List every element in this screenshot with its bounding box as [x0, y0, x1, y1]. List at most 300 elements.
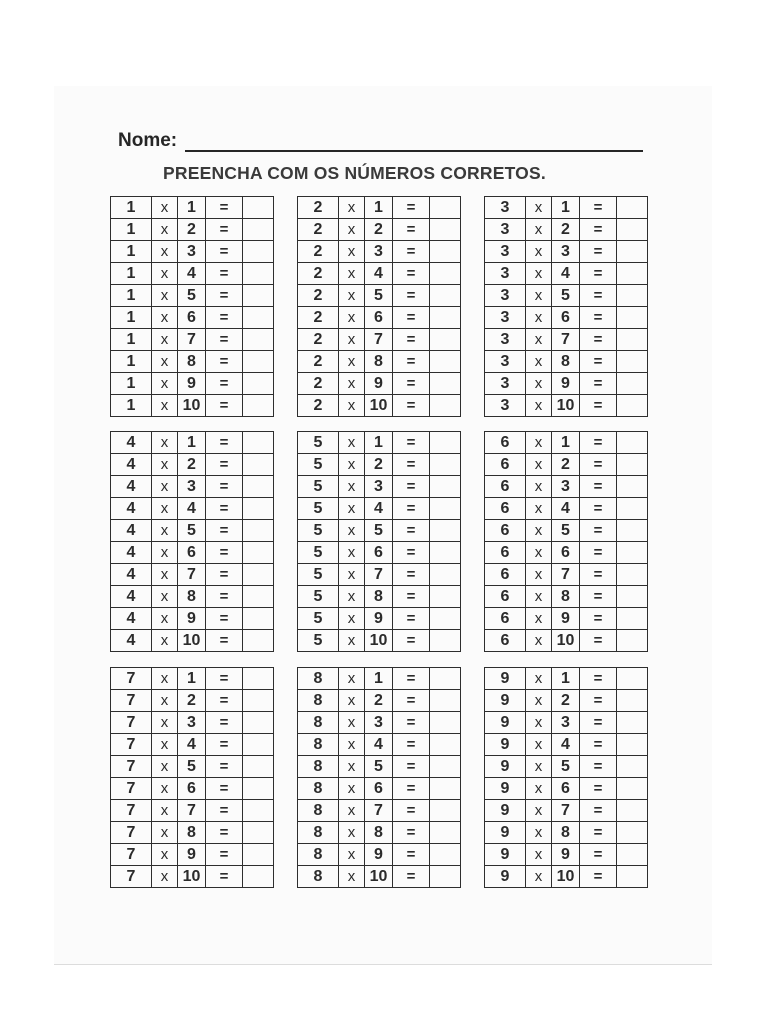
- multiplicand-cell: 4: [111, 432, 152, 454]
- answer-cell[interactable]: [617, 608, 648, 630]
- answer-cell[interactable]: [617, 307, 648, 329]
- equals-sign-cell: =: [580, 285, 617, 307]
- multiplicand-cell: 9: [485, 800, 526, 822]
- multiplier-cell: 9: [552, 373, 580, 395]
- equals-sign-cell: =: [580, 219, 617, 241]
- times-sign-cell: x: [339, 630, 365, 652]
- answer-cell[interactable]: [243, 454, 274, 476]
- multiplicand-cell: 5: [298, 608, 339, 630]
- answer-cell[interactable]: [243, 712, 274, 734]
- answer-cell[interactable]: [617, 432, 648, 454]
- answer-cell[interactable]: [617, 734, 648, 756]
- answer-cell[interactable]: [430, 844, 461, 866]
- multiplicand-cell: 3: [485, 329, 526, 351]
- times-sign-cell: x: [152, 822, 178, 844]
- times-sign-cell: x: [152, 285, 178, 307]
- answer-cell[interactable]: [617, 395, 648, 417]
- times-sign-cell: x: [339, 498, 365, 520]
- equals-sign-cell: =: [580, 778, 617, 800]
- answer-cell[interactable]: [243, 586, 274, 608]
- table-row: [111, 844, 274, 866]
- times-sign-cell: x: [152, 498, 178, 520]
- table-row: [298, 608, 461, 630]
- multiplicand-cell: 9: [485, 844, 526, 866]
- name-field[interactable]: [185, 132, 643, 152]
- table-row: [485, 197, 648, 219]
- times-sign-cell: x: [152, 432, 178, 454]
- answer-cell[interactable]: [430, 542, 461, 564]
- multiplier-cell: 4: [552, 263, 580, 285]
- multiplier-cell: 10: [365, 395, 393, 417]
- multiplier-cell: 1: [552, 668, 580, 690]
- answer-cell[interactable]: [617, 668, 648, 690]
- times-sign-cell: x: [526, 219, 552, 241]
- multiplicand-cell: 2: [298, 395, 339, 417]
- answer-cell[interactable]: [430, 520, 461, 542]
- multiplier-cell: 8: [552, 586, 580, 608]
- equals-sign-cell: =: [393, 668, 430, 690]
- multiplicand-cell: 7: [111, 712, 152, 734]
- table-row: [298, 542, 461, 564]
- multiplicand-cell: 1: [111, 285, 152, 307]
- table-row: [111, 476, 274, 498]
- table-row: [111, 498, 274, 520]
- multiplier-cell: 6: [365, 778, 393, 800]
- answer-cell[interactable]: [617, 329, 648, 351]
- multiplier-cell: 3: [178, 241, 206, 263]
- answer-cell[interactable]: [617, 800, 648, 822]
- multiplier-cell: 8: [178, 351, 206, 373]
- answer-cell[interactable]: [243, 285, 274, 307]
- equals-sign-cell: =: [206, 690, 243, 712]
- table-row: [485, 219, 648, 241]
- answer-cell[interactable]: [243, 395, 274, 417]
- answer-cell[interactable]: [243, 197, 274, 219]
- answer-cell[interactable]: [243, 241, 274, 263]
- multiplier-cell: 6: [365, 307, 393, 329]
- table-row: [485, 498, 648, 520]
- equals-sign-cell: =: [580, 351, 617, 373]
- times-sign-cell: x: [526, 542, 552, 564]
- multiplier-cell: 9: [178, 844, 206, 866]
- instruction-heading: PREENCHA COM OS NÚMEROS CORRETOS.: [163, 163, 546, 183]
- multiplicand-cell: 2: [298, 263, 339, 285]
- answer-cell[interactable]: [243, 351, 274, 373]
- equals-sign-cell: =: [393, 586, 430, 608]
- answer-cell[interactable]: [617, 241, 648, 263]
- equals-sign-cell: =: [580, 395, 617, 417]
- answer-cell[interactable]: [243, 373, 274, 395]
- multiplicand-cell: 3: [485, 219, 526, 241]
- multiplier-cell: 8: [178, 822, 206, 844]
- multiplier-cell: 4: [552, 734, 580, 756]
- times-sign-cell: x: [339, 586, 365, 608]
- multiplicand-cell: 5: [298, 454, 339, 476]
- multiplier-cell: 2: [365, 219, 393, 241]
- equals-sign-cell: =: [206, 822, 243, 844]
- table-row: [298, 668, 461, 690]
- table-row: [111, 219, 274, 241]
- multiplicand-cell: 2: [298, 373, 339, 395]
- multiplier-cell: 4: [178, 734, 206, 756]
- table-row: [298, 454, 461, 476]
- times-sign-cell: x: [152, 520, 178, 542]
- times-sign-cell: x: [152, 586, 178, 608]
- times-sign-cell: x: [339, 564, 365, 586]
- answer-cell[interactable]: [430, 756, 461, 778]
- times-sign-cell: x: [526, 373, 552, 395]
- answer-cell[interactable]: [617, 520, 648, 542]
- times-sign-cell: x: [339, 307, 365, 329]
- multiplier-cell: 7: [365, 800, 393, 822]
- table-row: [485, 476, 648, 498]
- answer-cell[interactable]: [430, 373, 461, 395]
- times-sign-cell: x: [526, 866, 552, 888]
- table-row: [485, 756, 648, 778]
- answer-cell[interactable]: [430, 395, 461, 417]
- multiplier-cell: 6: [178, 542, 206, 564]
- multiplicand-cell: 4: [111, 542, 152, 564]
- multiplier-cell: 2: [552, 690, 580, 712]
- times-table-7: [110, 667, 274, 888]
- multiplier-cell: 1: [178, 197, 206, 219]
- answer-cell[interactable]: [243, 866, 274, 888]
- equals-sign-cell: =: [206, 307, 243, 329]
- answer-cell[interactable]: [430, 608, 461, 630]
- multiplicand-cell: 8: [298, 690, 339, 712]
- times-sign-cell: x: [526, 734, 552, 756]
- multiplier-cell: 1: [552, 197, 580, 219]
- answer-cell[interactable]: [243, 542, 274, 564]
- multiplicand-cell: 2: [298, 241, 339, 263]
- multiplicand-cell: 7: [111, 690, 152, 712]
- equals-sign-cell: =: [206, 520, 243, 542]
- equals-sign-cell: =: [206, 197, 243, 219]
- table-row: [111, 608, 274, 630]
- answer-cell[interactable]: [617, 712, 648, 734]
- multiplicand-cell: 6: [485, 608, 526, 630]
- times-sign-cell: x: [526, 351, 552, 373]
- multiplicand-cell: 5: [298, 476, 339, 498]
- multiplier-cell: 7: [178, 329, 206, 351]
- equals-sign-cell: =: [206, 454, 243, 476]
- answer-cell[interactable]: [243, 778, 274, 800]
- multiplicand-cell: 4: [111, 564, 152, 586]
- times-sign-cell: x: [526, 395, 552, 417]
- answer-cell[interactable]: [243, 608, 274, 630]
- answer-cell[interactable]: [617, 285, 648, 307]
- equals-sign-cell: =: [206, 778, 243, 800]
- times-sign-cell: x: [526, 263, 552, 285]
- equals-sign-cell: =: [206, 329, 243, 351]
- answer-cell[interactable]: [430, 712, 461, 734]
- table-row: [485, 329, 648, 351]
- equals-sign-cell: =: [206, 712, 243, 734]
- times-sign-cell: x: [526, 586, 552, 608]
- answer-cell[interactable]: [430, 586, 461, 608]
- table-row: [485, 586, 648, 608]
- multiplicand-cell: 9: [485, 712, 526, 734]
- times-sign-cell: x: [152, 800, 178, 822]
- table-row: [298, 395, 461, 417]
- multiplicand-cell: 8: [298, 844, 339, 866]
- multiplicand-cell: 6: [485, 432, 526, 454]
- answer-cell[interactable]: [430, 866, 461, 888]
- answer-cell[interactable]: [617, 263, 648, 285]
- multiplier-cell: 9: [178, 608, 206, 630]
- answer-cell[interactable]: [243, 498, 274, 520]
- multiplier-cell: 7: [552, 564, 580, 586]
- equals-sign-cell: =: [393, 778, 430, 800]
- multiplicand-cell: 4: [111, 630, 152, 652]
- equals-sign-cell: =: [206, 844, 243, 866]
- equals-sign-cell: =: [580, 373, 617, 395]
- multiplicand-cell: 6: [485, 476, 526, 498]
- answer-cell[interactable]: [243, 432, 274, 454]
- multiplicand-cell: 5: [298, 542, 339, 564]
- table-row: [485, 241, 648, 263]
- table-row: [298, 285, 461, 307]
- answer-cell[interactable]: [617, 564, 648, 586]
- answer-cell[interactable]: [430, 263, 461, 285]
- times-sign-cell: x: [339, 668, 365, 690]
- answer-cell[interactable]: [243, 476, 274, 498]
- multiplicand-cell: 9: [485, 866, 526, 888]
- equals-sign-cell: =: [393, 822, 430, 844]
- equals-sign-cell: =: [580, 586, 617, 608]
- multiplicand-cell: 7: [111, 668, 152, 690]
- multiplicand-cell: 5: [298, 630, 339, 652]
- times-sign-cell: x: [339, 373, 365, 395]
- table-row: [111, 432, 274, 454]
- answer-cell[interactable]: [430, 285, 461, 307]
- multiplicand-cell: 3: [485, 197, 526, 219]
- multiplier-cell: 10: [365, 630, 393, 652]
- answer-cell[interactable]: [430, 476, 461, 498]
- answer-cell[interactable]: [430, 241, 461, 263]
- answer-cell[interactable]: [617, 498, 648, 520]
- answer-cell[interactable]: [243, 263, 274, 285]
- multiplicand-cell: 1: [111, 395, 152, 417]
- answer-cell[interactable]: [243, 307, 274, 329]
- times-sign-cell: x: [339, 690, 365, 712]
- answer-cell[interactable]: [430, 197, 461, 219]
- answer-cell[interactable]: [243, 822, 274, 844]
- equals-sign-cell: =: [580, 866, 617, 888]
- equals-sign-cell: =: [393, 307, 430, 329]
- equals-sign-cell: =: [393, 520, 430, 542]
- times-sign-cell: x: [339, 329, 365, 351]
- times-sign-cell: x: [339, 395, 365, 417]
- answer-cell[interactable]: [243, 756, 274, 778]
- times-table-8: [297, 667, 461, 888]
- multiplicand-cell: 1: [111, 241, 152, 263]
- answer-cell[interactable]: [430, 630, 461, 652]
- multiplicand-cell: 7: [111, 866, 152, 888]
- multiplicand-cell: 1: [111, 307, 152, 329]
- times-sign-cell: x: [526, 778, 552, 800]
- answer-cell[interactable]: [430, 822, 461, 844]
- answer-cell[interactable]: [243, 800, 274, 822]
- multiplier-cell: 10: [178, 395, 206, 417]
- table-row: [485, 542, 648, 564]
- times-sign-cell: x: [152, 668, 178, 690]
- multiplier-cell: 7: [552, 329, 580, 351]
- answer-cell[interactable]: [617, 219, 648, 241]
- equals-sign-cell: =: [580, 564, 617, 586]
- answer-cell[interactable]: [617, 756, 648, 778]
- answer-cell[interactable]: [430, 734, 461, 756]
- times-sign-cell: x: [152, 351, 178, 373]
- table-row: [298, 476, 461, 498]
- multiplier-cell: 5: [552, 520, 580, 542]
- equals-sign-cell: =: [206, 866, 243, 888]
- multiplier-cell: 3: [365, 712, 393, 734]
- answer-cell[interactable]: [430, 454, 461, 476]
- answer-cell[interactable]: [430, 778, 461, 800]
- equals-sign-cell: =: [580, 822, 617, 844]
- times-sign-cell: x: [339, 476, 365, 498]
- multiplier-cell: 8: [552, 822, 580, 844]
- multiplicand-cell: 6: [485, 630, 526, 652]
- multiplier-cell: 4: [365, 734, 393, 756]
- equals-sign-cell: =: [206, 498, 243, 520]
- equals-sign-cell: =: [580, 498, 617, 520]
- multiplier-cell: 7: [365, 329, 393, 351]
- times-sign-cell: x: [526, 564, 552, 586]
- table-row: [298, 520, 461, 542]
- multiplicand-cell: 4: [111, 586, 152, 608]
- table-row: [111, 668, 274, 690]
- table-row: [111, 542, 274, 564]
- multiplicand-cell: 4: [111, 476, 152, 498]
- multiplicand-cell: 5: [298, 586, 339, 608]
- answer-cell[interactable]: [430, 668, 461, 690]
- answer-cell[interactable]: [243, 844, 274, 866]
- times-sign-cell: x: [526, 800, 552, 822]
- table-row: [298, 498, 461, 520]
- answer-cell[interactable]: [430, 800, 461, 822]
- times-sign-cell: x: [526, 756, 552, 778]
- answer-cell[interactable]: [617, 197, 648, 219]
- table-row: [111, 373, 274, 395]
- equals-sign-cell: =: [580, 630, 617, 652]
- multiplicand-cell: 6: [485, 454, 526, 476]
- multiplier-cell: 5: [552, 756, 580, 778]
- answer-cell[interactable]: [617, 822, 648, 844]
- answer-cell[interactable]: [617, 690, 648, 712]
- answer-cell[interactable]: [243, 520, 274, 542]
- table-row: [485, 564, 648, 586]
- answer-cell[interactable]: [617, 844, 648, 866]
- multiplicand-cell: 3: [485, 373, 526, 395]
- answer-cell[interactable]: [430, 690, 461, 712]
- answer-cell[interactable]: [617, 778, 648, 800]
- table-row: [111, 307, 274, 329]
- times-sign-cell: x: [152, 712, 178, 734]
- equals-sign-cell: =: [393, 351, 430, 373]
- table-row: [298, 432, 461, 454]
- multiplier-cell: 10: [552, 395, 580, 417]
- multiplier-cell: 1: [365, 197, 393, 219]
- multiplicand-cell: 7: [111, 844, 152, 866]
- answer-cell[interactable]: [617, 586, 648, 608]
- answer-cell[interactable]: [243, 734, 274, 756]
- times-sign-cell: x: [339, 800, 365, 822]
- table-row: [485, 307, 648, 329]
- times-sign-cell: x: [339, 219, 365, 241]
- answer-cell[interactable]: [430, 498, 461, 520]
- multiplier-cell: 2: [552, 219, 580, 241]
- table-row: [298, 734, 461, 756]
- multiplicand-cell: 2: [298, 351, 339, 373]
- answer-cell[interactable]: [430, 329, 461, 351]
- answer-cell[interactable]: [617, 542, 648, 564]
- answer-cell[interactable]: [617, 454, 648, 476]
- answer-cell[interactable]: [430, 219, 461, 241]
- answer-cell[interactable]: [243, 668, 274, 690]
- multiplicand-cell: 8: [298, 866, 339, 888]
- times-sign-cell: x: [152, 241, 178, 263]
- answer-cell[interactable]: [617, 351, 648, 373]
- table-row: [485, 712, 648, 734]
- multiplicand-cell: 6: [485, 520, 526, 542]
- multiplier-cell: 9: [178, 373, 206, 395]
- equals-sign-cell: =: [393, 454, 430, 476]
- table-row: [298, 778, 461, 800]
- answer-cell[interactable]: [430, 432, 461, 454]
- times-sign-cell: x: [526, 454, 552, 476]
- answer-cell[interactable]: [617, 630, 648, 652]
- multiplier-cell: 3: [178, 712, 206, 734]
- multiplicand-cell: 9: [485, 734, 526, 756]
- times-sign-cell: x: [152, 564, 178, 586]
- multiplier-cell: 8: [552, 351, 580, 373]
- answer-cell[interactable]: [617, 866, 648, 888]
- multiplier-cell: 7: [365, 564, 393, 586]
- equals-sign-cell: =: [393, 219, 430, 241]
- table-row: [298, 329, 461, 351]
- multiplier-cell: 7: [552, 800, 580, 822]
- equals-sign-cell: =: [393, 432, 430, 454]
- times-sign-cell: x: [152, 373, 178, 395]
- answer-cell[interactable]: [617, 373, 648, 395]
- table-row: [298, 241, 461, 263]
- answer-cell[interactable]: [243, 630, 274, 652]
- table-row: [298, 630, 461, 652]
- answer-cell[interactable]: [430, 564, 461, 586]
- answer-cell[interactable]: [243, 219, 274, 241]
- multiplier-cell: 4: [178, 498, 206, 520]
- answer-cell[interactable]: [243, 564, 274, 586]
- answer-cell[interactable]: [243, 329, 274, 351]
- multiplicand-cell: 3: [485, 351, 526, 373]
- answer-cell[interactable]: [243, 690, 274, 712]
- times-sign-cell: x: [152, 844, 178, 866]
- multiplicand-cell: 3: [485, 241, 526, 263]
- equals-sign-cell: =: [393, 263, 430, 285]
- times-sign-cell: x: [152, 263, 178, 285]
- equals-sign-cell: =: [206, 285, 243, 307]
- answer-cell[interactable]: [617, 476, 648, 498]
- multiplicand-cell: 4: [111, 454, 152, 476]
- answer-cell[interactable]: [430, 351, 461, 373]
- equals-sign-cell: =: [206, 219, 243, 241]
- answer-cell[interactable]: [430, 307, 461, 329]
- multiplier-cell: 3: [552, 241, 580, 263]
- table-row: [485, 734, 648, 756]
- multiplier-cell: 2: [178, 690, 206, 712]
